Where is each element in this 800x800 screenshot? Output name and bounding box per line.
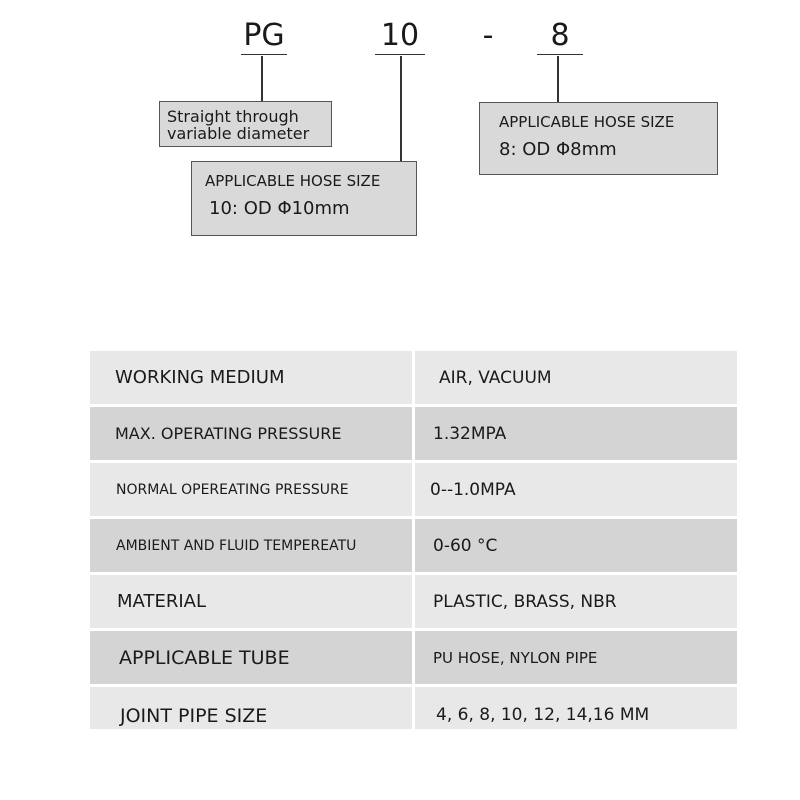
spec-label: MAX. OPERATING PRESSURE bbox=[90, 407, 412, 460]
spec-value: PU HOSE, NYLON PIPE bbox=[415, 631, 737, 684]
table-row bbox=[90, 687, 737, 729]
hose-size-1-value: 10: OD Φ10mm bbox=[209, 198, 350, 219]
table-row bbox=[90, 407, 737, 460]
hose-size-2-heading: APPLICABLE HOSE SIZE bbox=[499, 113, 675, 131]
hose-size-2-value: 8: OD Φ8mm bbox=[499, 139, 617, 160]
spec-label: NORMAL OPEREATING PRESSURE bbox=[90, 463, 412, 516]
code-separator: - bbox=[482, 18, 494, 53]
hose-size-box-2 bbox=[479, 102, 718, 175]
spec-table bbox=[90, 351, 737, 729]
spec-value: 1.32MPA bbox=[415, 407, 737, 460]
table-row bbox=[90, 575, 737, 628]
spec-label: APPLICABLE TUBE bbox=[90, 631, 412, 684]
hose-size-1-heading: APPLICABLE HOSE SIZE bbox=[205, 172, 381, 190]
series-description-line-1: Straight through bbox=[167, 107, 299, 126]
series-description-line-2: variable diameter bbox=[167, 124, 310, 143]
spec-value: PLASTIC, BRASS, NBR bbox=[415, 575, 737, 628]
table-row bbox=[90, 351, 737, 404]
hose-size-box-1 bbox=[191, 161, 417, 236]
spec-label: AMBIENT AND FLUID TEMPEREATU bbox=[90, 519, 412, 572]
code-prefix: PG bbox=[241, 18, 287, 55]
spec-value: 4, 6, 8, 10, 12, 14,16 MM bbox=[415, 687, 737, 729]
connector-line-size-1 bbox=[400, 56, 402, 162]
table-row bbox=[90, 463, 737, 516]
spec-label: JOINT PIPE SIZE bbox=[90, 687, 412, 729]
connector-line-prefix bbox=[261, 56, 263, 102]
spec-value: 0-60 °C bbox=[415, 519, 737, 572]
spec-value: AIR, VACUUM bbox=[415, 351, 737, 404]
spec-label: MATERIAL bbox=[90, 575, 412, 628]
code-size-1: 10 bbox=[375, 18, 425, 55]
code-size-2: 8 bbox=[537, 18, 583, 55]
spec-value: 0--1.0MPA bbox=[415, 463, 737, 516]
connector-line-size-2 bbox=[557, 56, 559, 102]
table-row bbox=[90, 519, 737, 572]
spec-label: WORKING MEDIUM bbox=[90, 351, 412, 404]
table-row bbox=[90, 631, 737, 684]
series-description-box bbox=[159, 101, 332, 147]
